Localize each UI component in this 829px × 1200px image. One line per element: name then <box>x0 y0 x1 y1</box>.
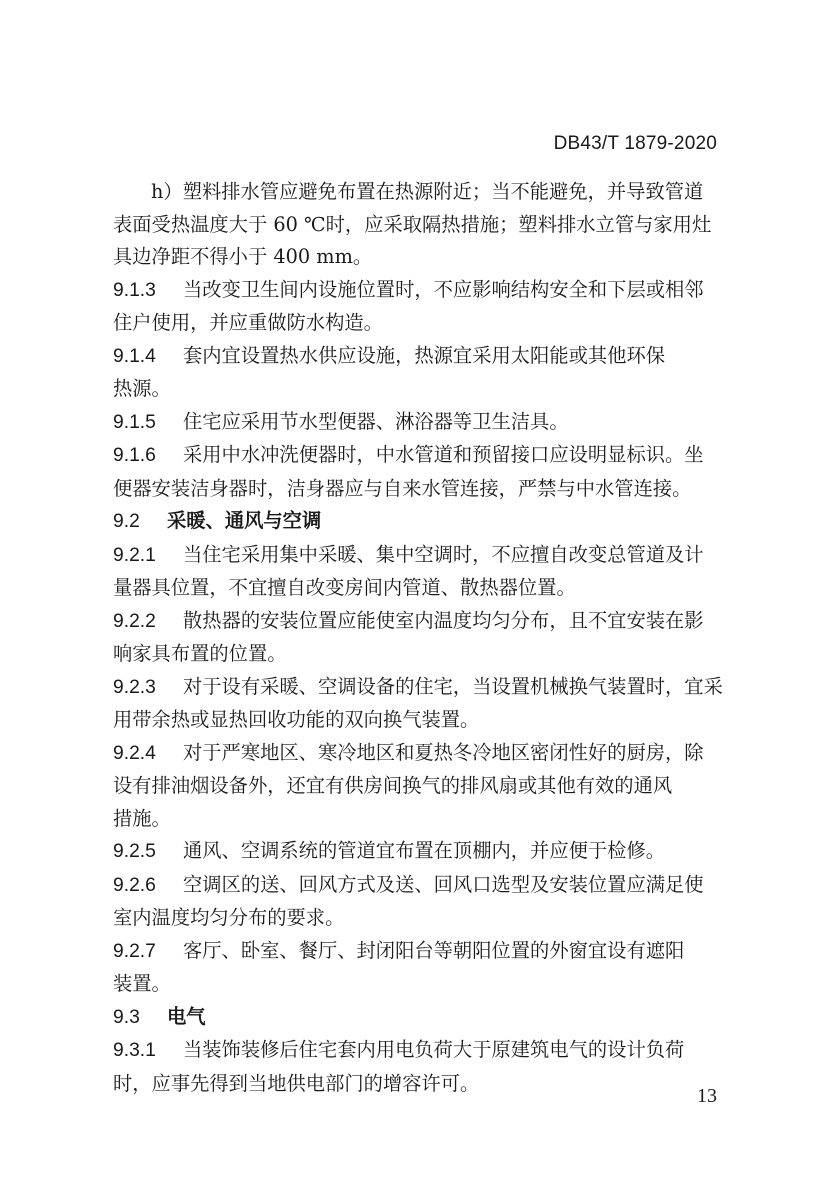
clause-9-2-4-cont-1: 设有排油烟设备外，还宜有供房间换气的排风扇或其他有效的通风 <box>113 774 673 797</box>
section-9-2-heading <box>113 505 717 539</box>
clause-9-2-7-cont: 装置。 <box>113 972 171 995</box>
clause-text: 当装饰装修后住宅套内用电负荷大于原建筑电气的设计负荷 <box>183 1038 685 1061</box>
clause-number: 9.2.2 <box>113 610 156 632</box>
clause-9-1-3 <box>113 274 717 308</box>
clause-text: 采用中水冲洗便器时，中水管道和预留接口应设明显标识。坐 <box>183 443 704 466</box>
clause-9-1-3-cont: 住户使用，并应重做防水构造。 <box>113 311 383 334</box>
clause-9-3-1-cont: 时，应事先得到当地供电部门的增容许可。 <box>113 1071 480 1095</box>
clause-number: 9.1.5 <box>113 411 156 433</box>
section-9-3-heading <box>113 1001 717 1035</box>
para-h-line-1: h）塑料排水管应避免布置在热源附近；当不能避免，并导致管道 <box>151 180 704 203</box>
clause-number: 9.1.4 <box>113 345 156 367</box>
clause-text: 对于严寒地区、寒冷地区和夏热冬冷地区密闭性好的厨房，除 <box>183 740 704 764</box>
section-number: 9.2 <box>113 511 140 532</box>
section-title: 采暖、通风与空调 <box>167 509 322 532</box>
clause-text: 空调区的送、回风方式及送、回风口选型及安装位置应满足使 <box>183 872 704 896</box>
document-code-header: DB43/T 1879-2020 <box>553 133 717 154</box>
clause-9-1-6 <box>113 439 717 473</box>
clause-text: 通风、空调系统的管道宜布置在顶棚内，并应便于检修。 <box>183 839 666 862</box>
clause-9-1-6-cont: 便器安装洁身器时，洁身器应与自来水管连接，严禁与中水管连接。 <box>113 476 692 500</box>
clause-9-2-3-cont: 用带余热或显热回收功能的双向换气装置。 <box>113 708 480 731</box>
clause-number: 9.2.1 <box>113 544 156 566</box>
page-number: 13 <box>697 1085 717 1107</box>
clause-text: 客厅、卧室、餐厅、封闭阳台等朝阳位置的外窗宜设有遮阳 <box>183 938 685 962</box>
clause-number: 9.2.3 <box>113 676 156 698</box>
clause-9-1-4 <box>113 340 717 374</box>
clause-9-1-4-cont: 热源。 <box>113 377 171 400</box>
clause-number: 9.1.3 <box>113 279 156 301</box>
para-h-line-3: 具边净距不得小于 400 mm。 <box>113 245 373 268</box>
clause-text: 散热器的安装位置应能使室内温度均匀分布，且不宜安装在影 <box>183 608 704 632</box>
clause-text: 当住宅采用集中采暖、集中空调时，不应擅自改变总管道及计 <box>183 542 704 566</box>
clause-9-3-1 <box>113 1034 717 1068</box>
section-number: 9.3 <box>113 1006 140 1028</box>
document-body <box>113 176 723 1100</box>
section-title: 电气 <box>167 1004 206 1028</box>
clause-9-2-3 <box>113 671 723 705</box>
clause-text: 对于设有采暖、空调设备的住宅，当设置机械换气装置时，宜采 <box>183 674 723 698</box>
clause-number: 9.2.6 <box>113 874 156 896</box>
clause-number: 9.1.6 <box>113 445 156 466</box>
clause-9-2-2-cont: 响家具布置的位置。 <box>113 642 287 665</box>
clause-number: 9.2.7 <box>113 940 156 962</box>
clause-9-1-5 <box>113 406 717 440</box>
para-h-line-2: 表面受热温度大于 60 ℃时，应采取隔热措施；塑料排水立管与家用灶 <box>113 212 712 236</box>
clause-9-2-5 <box>113 835 717 869</box>
clause-number: 9.2.5 <box>113 841 156 862</box>
clause-9-2-7 <box>113 935 717 969</box>
clause-9-2-6 <box>113 869 717 903</box>
clause-number: 9.3.1 <box>113 1040 156 1061</box>
clause-9-2-2 <box>113 605 717 639</box>
clause-9-2-1-cont: 量器具位置，不宜擅自改变房间内管道、散热器位置。 <box>113 576 576 599</box>
clause-text: 当改变卫生间内设施位置时，不应影响结构安全和下层或相邻 <box>183 277 704 301</box>
clause-number: 9.2.4 <box>113 742 156 764</box>
clause-text: 住宅应采用节水型便器、淋浴器等卫生洁具。 <box>183 409 569 433</box>
clause-9-2-4 <box>113 737 717 771</box>
clause-9-2-1 <box>113 539 717 573</box>
clause-text: 套内宜设置热水供应设施，热源宜采用太阳能或其他环保 <box>183 343 666 367</box>
clause-9-2-4-cont-2: 措施。 <box>113 806 171 830</box>
clause-9-2-6-cont: 室内温度均匀分布的要求。 <box>113 906 345 929</box>
